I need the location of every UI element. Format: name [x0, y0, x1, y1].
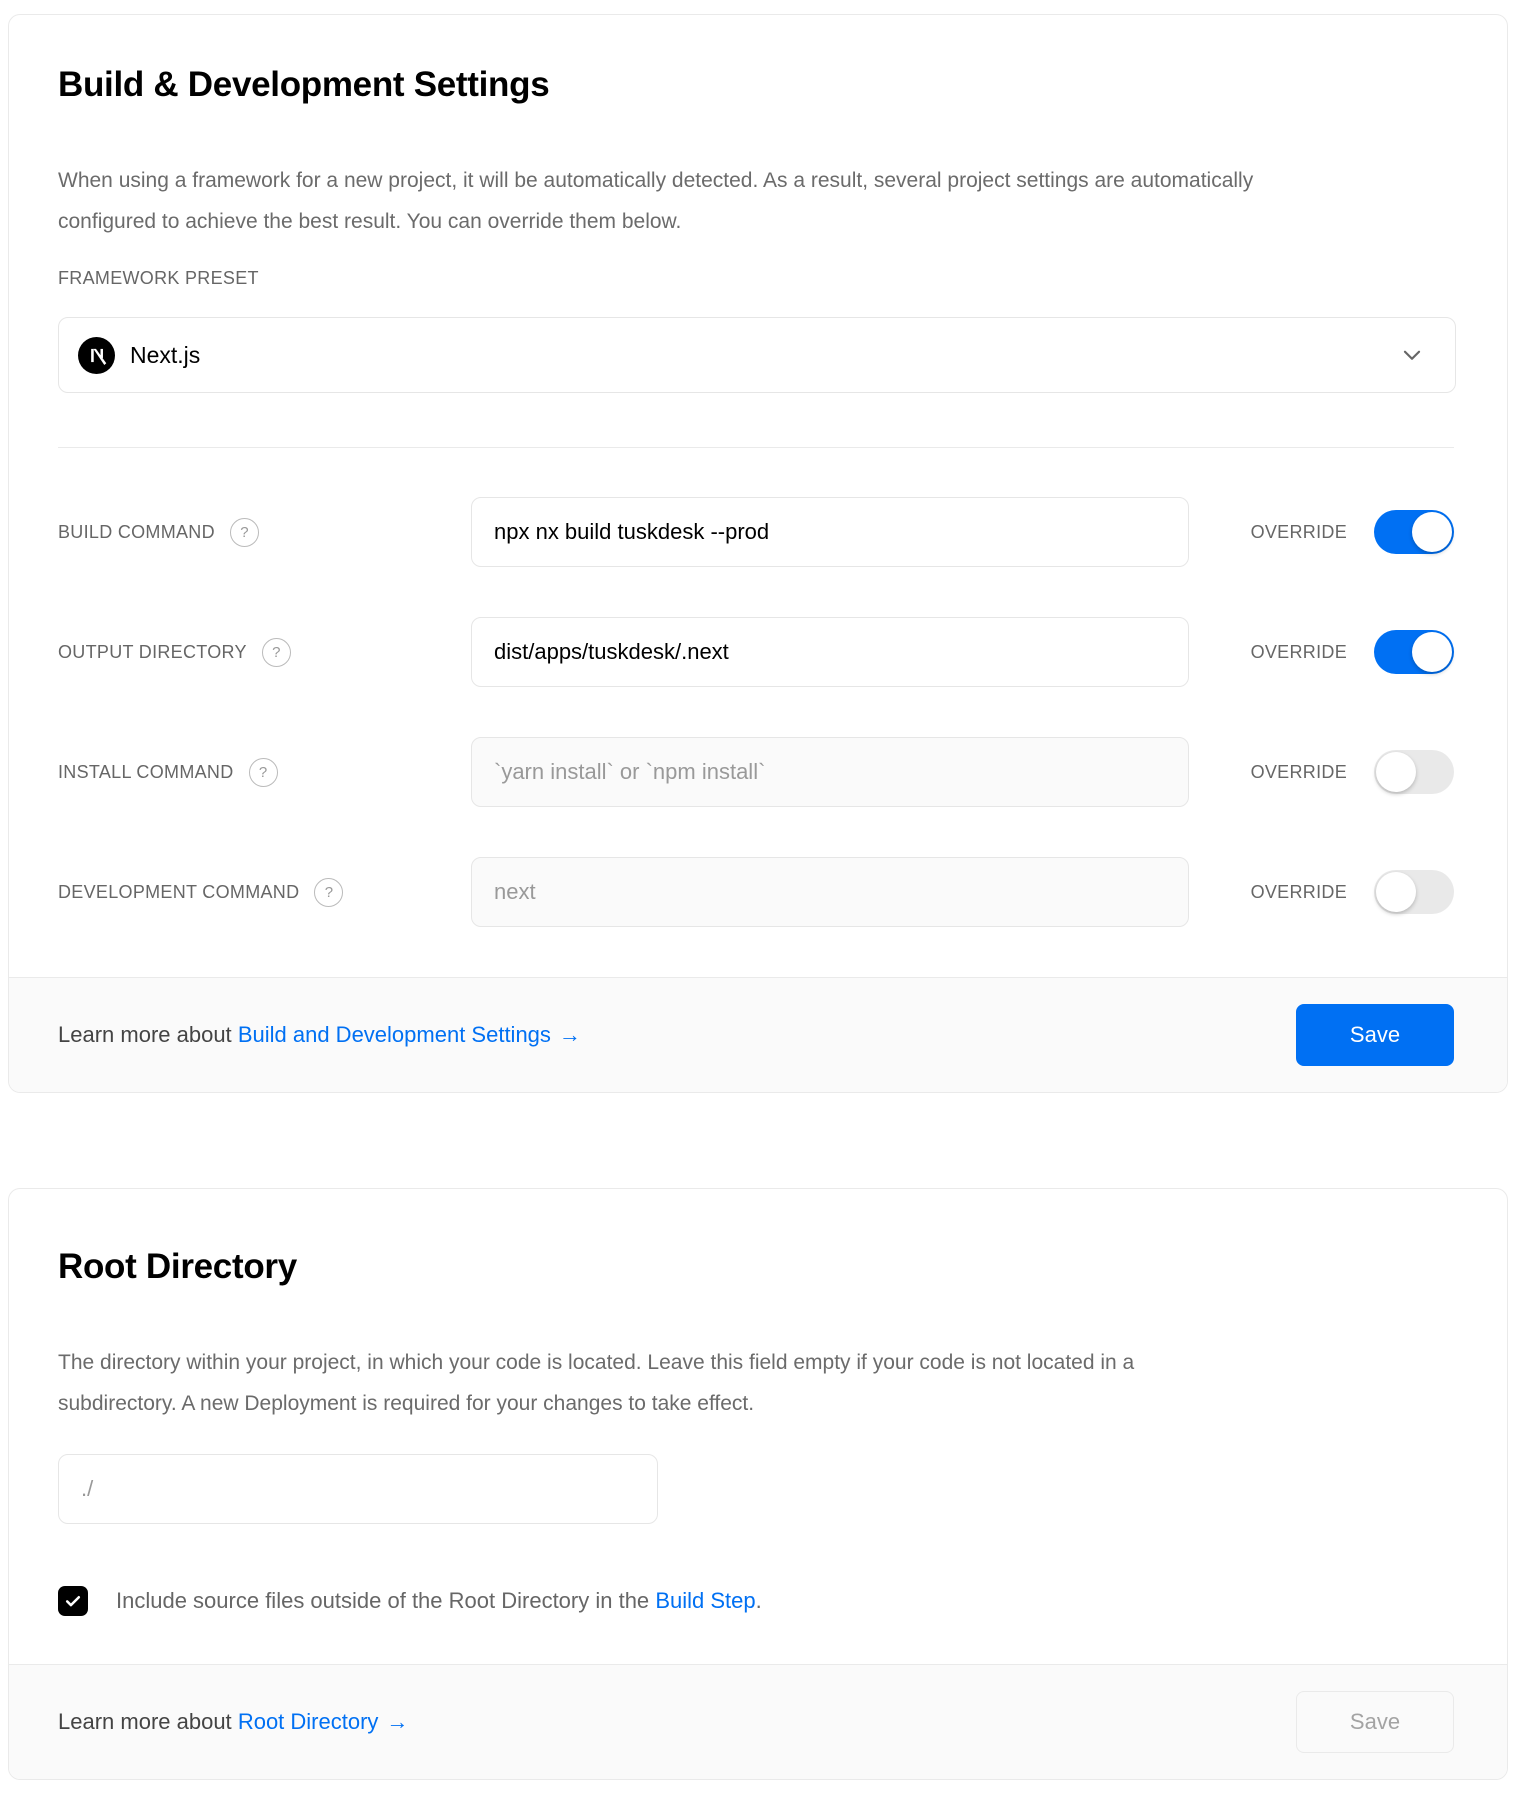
build-settings-title: Build & Development Settings — [58, 65, 550, 104]
development-command-label: DEVELOPMENT COMMAND — [58, 881, 300, 902]
build-command-override-toggle[interactable] — [1374, 510, 1454, 554]
install-command-row — [58, 737, 1454, 807]
build-command-override-group — [1251, 510, 1454, 554]
arrow-right-icon: → — [558, 1022, 581, 1047]
chevron-down-icon — [1399, 342, 1425, 368]
command-settings-rows — [58, 497, 1454, 927]
save-button[interactable]: Save — [1296, 1004, 1454, 1066]
build-step-link[interactable]: Build Step — [655, 1588, 756, 1613]
framework-preset-select[interactable] — [58, 317, 1456, 393]
root-directory-body — [9, 1189, 1507, 1664]
override-label: OVERRIDE — [1250, 521, 1347, 542]
override-label: OVERRIDE — [1250, 641, 1347, 662]
development-command-label-group — [58, 878, 471, 907]
build-settings-footer-text — [58, 1022, 581, 1048]
framework-selected-option — [78, 337, 200, 374]
question-mark-icon[interactable]: ? — [249, 758, 278, 787]
root-directory-card — [8, 1188, 1508, 1780]
development-command-row — [58, 857, 1454, 927]
include-source-files-label: Include source files outside of the Root Directory in the Build Step. — [116, 1588, 762, 1613]
toggle-knob — [1412, 512, 1452, 552]
arrow-right-icon: → — [386, 1709, 409, 1734]
include-source-files-checkbox[interactable] — [58, 1586, 88, 1616]
root-directory-docs-link[interactable]: Root Directory → — [237, 1709, 409, 1734]
root-directory-description: The directory within your project, in which your code is located. Leave this field empty if your code is not located in a subdirectory. A new Deployment is required for your changes to take effect. — [58, 1351, 1135, 1415]
root-directory-title: Root Directory — [58, 1247, 297, 1286]
save-button-disabled[interactable]: Save — [1296, 1691, 1454, 1753]
toggle-knob — [1376, 752, 1416, 792]
include-source-files-row — [58, 1586, 1454, 1616]
output-directory-override-group — [1251, 630, 1454, 674]
override-label: OVERRIDE — [1250, 761, 1347, 782]
root-directory-footer-text — [58, 1709, 408, 1735]
override-label: OVERRIDE — [1250, 881, 1347, 902]
install-command-override-toggle[interactable] — [1374, 750, 1454, 794]
nextjs-logo-icon — [78, 337, 115, 374]
question-mark-icon[interactable]: ? — [230, 518, 259, 547]
build-settings-body — [9, 15, 1507, 977]
build-settings-docs-link[interactable]: Build and Development Settings → — [237, 1022, 581, 1047]
learn-more-text: Learn more about — [58, 1022, 232, 1047]
install-command-label: INSTALL COMMAND — [58, 761, 234, 782]
build-settings-footer — [9, 977, 1507, 1092]
build-command-input[interactable] — [471, 497, 1189, 567]
learn-more-text: Learn more about — [58, 1709, 232, 1734]
output-directory-override-toggle[interactable] — [1374, 630, 1454, 674]
install-command-input — [471, 737, 1189, 807]
output-directory-label: OUTPUT DIRECTORY — [58, 641, 247, 662]
install-command-label-group — [58, 758, 471, 787]
build-command-label: BUILD COMMAND — [58, 521, 215, 542]
toggle-knob — [1412, 632, 1452, 672]
output-directory-input[interactable] — [471, 617, 1189, 687]
question-mark-icon[interactable]: ? — [262, 638, 291, 667]
section-divider — [58, 447, 1454, 448]
root-directory-footer — [9, 1664, 1507, 1779]
output-directory-label-group — [58, 638, 471, 667]
development-command-override-group — [1251, 870, 1454, 914]
checkmark-icon — [63, 1591, 83, 1611]
build-settings-description: When using a framework for a new project, it will be automatically detected. As a result, several project settings are automatically configured to achieve the best result. You can override them below. — [58, 169, 1254, 233]
build-command-label-group — [58, 518, 471, 547]
framework-selected-label: Next.js — [130, 341, 201, 368]
root-directory-input[interactable] — [58, 1454, 658, 1524]
build-command-row — [58, 497, 1454, 567]
development-command-input — [471, 857, 1189, 927]
question-mark-icon[interactable]: ? — [314, 878, 343, 907]
install-command-override-group — [1251, 750, 1454, 794]
build-settings-card — [8, 14, 1508, 1093]
framework-preset-label: FRAMEWORK PRESET — [58, 268, 259, 288]
development-command-override-toggle[interactable] — [1374, 870, 1454, 914]
output-directory-row — [58, 617, 1454, 687]
toggle-knob — [1376, 872, 1416, 912]
